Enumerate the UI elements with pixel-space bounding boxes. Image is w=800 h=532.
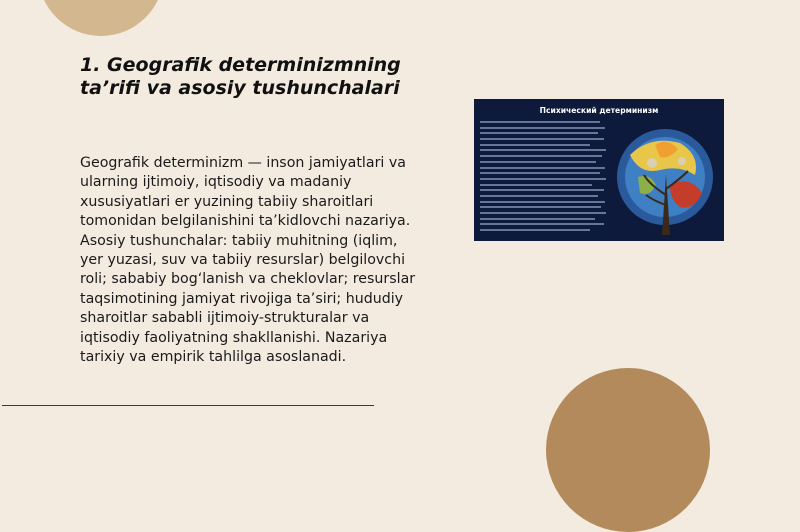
- decorative-circle-top: [38, 0, 164, 36]
- thumbnail-title: Психический детерминизм: [539, 106, 659, 115]
- slide-thumbnail-image: [474, 99, 724, 241]
- decorative-circle-bottom: [546, 368, 710, 532]
- divider-line: [2, 405, 374, 406]
- thumbnail-text-lines: [480, 121, 606, 235]
- head-tree-illustration: [610, 115, 720, 239]
- slide-body-text: Geografik determinizm — inson jamiyatlari va ularning ijtimoiy, iqtisodiy va madaniy xususiyatlari er yuzining tabiiy sharoitlari tomonidan belgilanishini ta’kidlovchi nazariya. Asosiy tushunchalar: tabiiy muhitning (iqlim, yer yuzasi, suv va tabiiy resurslar) belgilovchi roli; sababiy bog‘lanish va cheklovlar; resurslar taqsimotining jamiyat rivojiga ta’siri; hududiy sharoitlar sababli ijtimoiy-strukturalar va iqtisodiy faoliyatning shakllanishi. Nazariya tarixiy va empirik tahlilga asoslanadi.: [80, 155, 416, 366]
- slide-title: 1. Geografik determinizmning ta’rifi va asosiy tushunchalari: [80, 54, 401, 99]
